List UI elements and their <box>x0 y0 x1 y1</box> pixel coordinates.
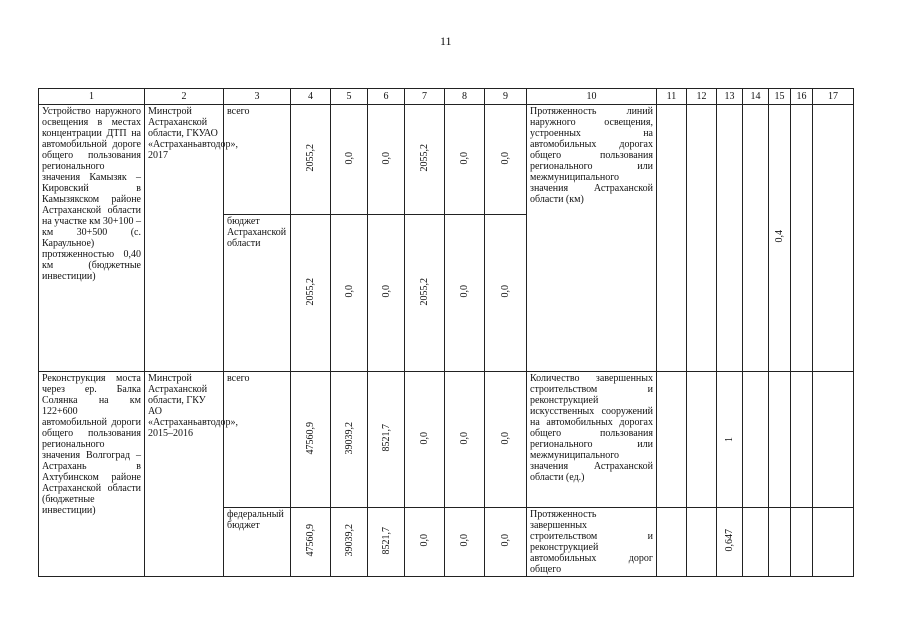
funding-source-cell: федеральный бюджет <box>224 508 291 577</box>
value-cell: 0,0 <box>380 285 392 298</box>
executor-cell: Минстрой Астраханской области, ГКУАО «Астраханьавтодор», 2017 <box>145 105 224 372</box>
header-cell: 15 <box>769 89 791 105</box>
indicator-value: 0,4 <box>774 230 785 243</box>
header-cell: 10 <box>527 89 657 105</box>
header-cell: 12 <box>687 89 717 105</box>
value-cell: 0,0 <box>380 151 392 165</box>
value-cell: 47560,9 <box>305 421 316 455</box>
executor-cell: Минстрой Астраханской области, ГКУ АО «Астраханьавтодор», 2015–2016 <box>145 372 224 577</box>
project-name-cell: Реконструкция моста через ер. Балка Солянка на км 122+600 автомобильной дороги общего пользования регионального значения Волгоград – Астрахань в Ахтубинском районе Астраханской области (бюджетные инвестиции) <box>39 372 145 577</box>
value-cell: 0,0 <box>500 431 511 445</box>
header-cell: 7 <box>405 89 445 105</box>
value-cell: 0,0 <box>459 151 470 165</box>
page-number: 11 <box>440 34 452 48</box>
table-row <box>39 372 854 508</box>
table-row <box>39 105 854 215</box>
value-cell: 0,0 <box>343 151 355 165</box>
header-cell: 16 <box>791 89 813 105</box>
indicator-cell: Количество завершенных строительством и реконструкцией искусственных сооружений на автомобильных дорогах общего пользования регионального или межмуниципального значения Астраханской области (ед.) <box>527 372 657 508</box>
value-cell: 2055,2 <box>305 277 316 306</box>
funding-source-cell: бюджет Астраханской области <box>224 215 291 372</box>
value-cell: 8521,7 <box>380 526 392 555</box>
value-cell: 8521,7 <box>380 424 392 452</box>
value-cell: 2055,2 <box>419 277 430 306</box>
value-cell: 39039,2 <box>343 524 355 557</box>
header-cell: 8 <box>445 89 485 105</box>
value-cell: 0,0 <box>459 431 470 445</box>
header-cell: 5 <box>331 89 368 105</box>
value-cell: 0,0 <box>419 431 430 445</box>
project-name-cell: Устройство наружного освещения в местах концентрации ДТП на автомобильной дороге общего пользования регионального значения Камызяк – Кировский в Камызякском районе Астраханской области на участке км 30+100 – км 30+500 (с. Караульное) протяженностью 0,40 км (бюджетные инвестиции) <box>39 105 145 372</box>
value-cell: 0,0 <box>500 151 511 165</box>
header-cell: 1 <box>39 89 145 105</box>
header-cell: 17 <box>813 89 854 105</box>
value-cell: 0,0 <box>343 285 355 298</box>
value-cell: 47560,9 <box>305 524 316 557</box>
program-table <box>38 88 854 577</box>
header-cell: 2 <box>145 89 224 105</box>
value-cell: 2055,2 <box>305 144 316 172</box>
header-cell: 11 <box>657 89 687 105</box>
indicator-value: 1 <box>724 437 735 442</box>
funding-source-cell: всего <box>224 105 291 215</box>
value-cell: 0,0 <box>500 534 511 547</box>
funding-source-cell: всего <box>224 372 291 508</box>
value-cell: 0,0 <box>500 285 511 298</box>
header-cell: 9 <box>485 89 527 105</box>
value-cell: 0,0 <box>419 534 430 547</box>
header-row <box>39 89 854 105</box>
header-cell: 13 <box>717 89 743 105</box>
header-cell: 4 <box>291 89 331 105</box>
indicator-cell: Протяженность завершенных строительством и реконструкцией автомобильных дорог общего <box>527 508 657 577</box>
value-cell: 2055,2 <box>419 144 430 172</box>
value-cell: 0,0 <box>459 285 470 298</box>
value-cell: 0,0 <box>459 534 470 547</box>
indicator-cell: Протяженность линий наружного освещения, устроенных на автомобильных дорогах общего пользования регионального или межмуниципального значения Астраханской области (км) <box>527 105 657 372</box>
header-cell: 3 <box>224 89 291 105</box>
header-cell: 14 <box>743 89 769 105</box>
indicator-value: 0,647 <box>724 529 735 552</box>
header-cell: 6 <box>368 89 405 105</box>
value-cell: 39039,2 <box>343 421 355 455</box>
